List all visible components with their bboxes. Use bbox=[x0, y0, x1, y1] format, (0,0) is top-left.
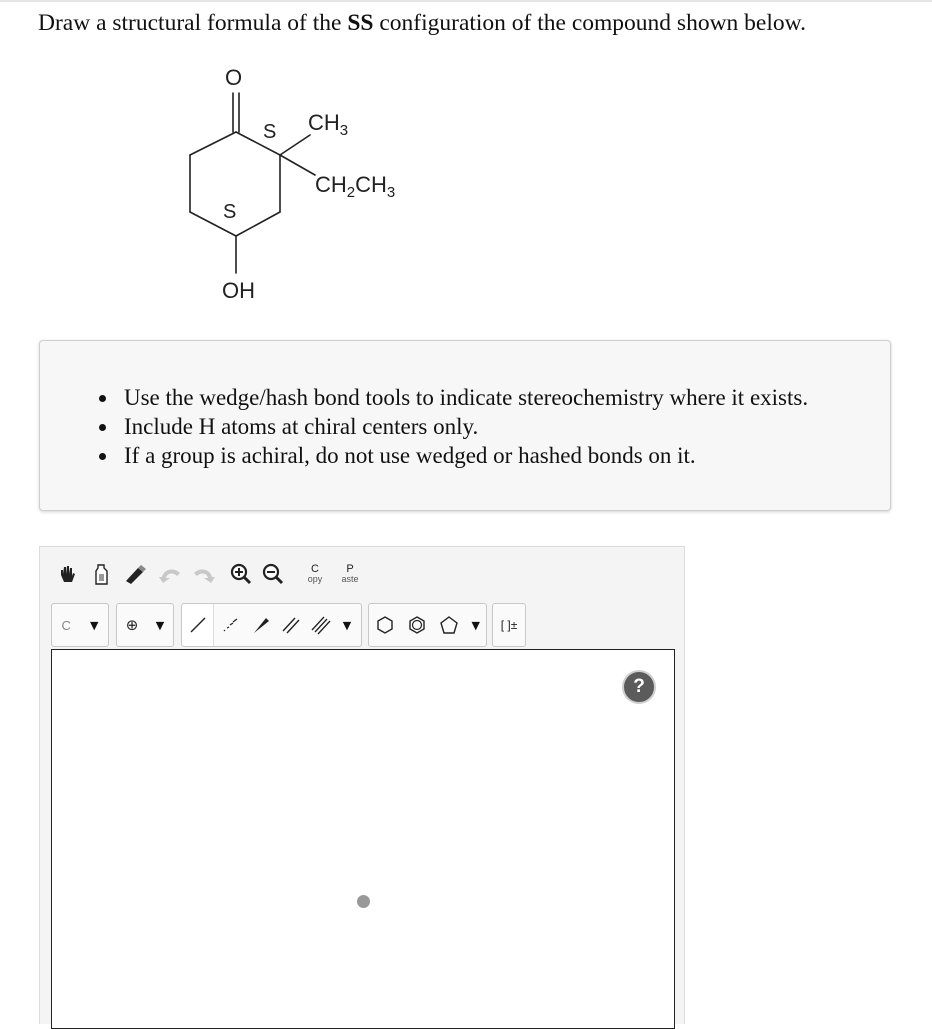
triple-bond-icon bbox=[311, 615, 331, 635]
copy-label-top: C bbox=[311, 563, 319, 575]
redo-button[interactable] bbox=[188, 557, 218, 591]
instruction-item bbox=[124, 412, 808, 441]
bracket-charge-label: [ ]± bbox=[500, 618, 518, 632]
methyl-bond bbox=[280, 135, 310, 155]
chevron-down-icon: ▼ bbox=[155, 618, 165, 632]
hash-bond-icon bbox=[220, 615, 240, 635]
cyclohexane-tool[interactable] bbox=[375, 615, 395, 635]
clear-tool-button[interactable] bbox=[86, 557, 116, 591]
instruction-text: Use the wedge/hash bond tools to indicate stereochemistry where it exists. bbox=[124, 385, 809, 410]
pan-tool-button[interactable] bbox=[52, 557, 82, 591]
ring-tool-group bbox=[368, 603, 487, 647]
zoom-out-button[interactable] bbox=[258, 557, 288, 591]
methyl-label: $CH_3$ bbox=[308, 110, 349, 139]
instruction-item bbox=[124, 383, 808, 412]
cyclopentane-tool[interactable] bbox=[439, 615, 459, 635]
chevron-down-icon: ▼ bbox=[342, 618, 352, 632]
cyclohexane-icon bbox=[375, 615, 395, 635]
instruction-item bbox=[124, 441, 808, 470]
redo-icon bbox=[190, 563, 216, 585]
stereo-label-ring: S bbox=[223, 201, 237, 223]
ethyl-label: $CH_2CH_3$ bbox=[315, 172, 396, 201]
undo-button[interactable] bbox=[156, 557, 186, 591]
charge-dropdown[interactable] bbox=[116, 603, 174, 647]
chevron-down-icon[interactable]: ▼ bbox=[471, 618, 480, 632]
instructions-list bbox=[124, 383, 808, 470]
triple-bond-tool[interactable] bbox=[306, 604, 336, 646]
double-bond-icon bbox=[281, 615, 301, 635]
wedge-bond-icon bbox=[251, 615, 271, 635]
zoom-in-icon bbox=[229, 562, 253, 586]
erase-tool-button[interactable] bbox=[120, 557, 150, 591]
cyclopentane-icon bbox=[439, 615, 459, 635]
instruction-text: If a group is achiral, do not use wedged or hashed bonds on it. bbox=[124, 443, 696, 468]
ring-bond-6 bbox=[190, 132, 236, 155]
question-prefix: Draw a structural formula of the bbox=[38, 10, 348, 36]
single-bond-tool[interactable] bbox=[182, 604, 214, 646]
instruction-text: Include H atoms at chiral centers only. bbox=[124, 414, 479, 439]
instructions-panel bbox=[39, 340, 891, 511]
bracket-charge-button[interactable] bbox=[492, 603, 526, 647]
question-text bbox=[38, 8, 806, 38]
ring-bond-3 bbox=[236, 212, 280, 236]
chevron-down-icon: ▼ bbox=[89, 618, 99, 632]
atom-select-value: C bbox=[61, 617, 71, 633]
wedge-bond-tool[interactable] bbox=[246, 604, 276, 646]
atom-select-dropdown[interactable] bbox=[51, 603, 109, 647]
hydroxyl-label: OH bbox=[222, 278, 255, 303]
benzene-icon bbox=[407, 615, 427, 635]
eraser-bottle-icon bbox=[90, 562, 112, 586]
eraser-icon bbox=[123, 563, 147, 585]
paste-label-bottom: aste bbox=[341, 574, 359, 584]
zoom-out-icon bbox=[261, 562, 285, 586]
undo-icon bbox=[158, 563, 184, 585]
hash-bond-tool[interactable] bbox=[214, 604, 246, 646]
help-icon: ? bbox=[633, 676, 645, 697]
drawing-canvas[interactable] bbox=[51, 649, 675, 1029]
zoom-in-button[interactable] bbox=[226, 557, 256, 591]
copy-button[interactable] bbox=[300, 557, 330, 591]
stereo-label-top: S bbox=[263, 121, 277, 143]
hand-icon bbox=[56, 563, 78, 585]
help-button[interactable] bbox=[622, 670, 656, 704]
charge-plus-icon: ⊕ bbox=[125, 616, 139, 634]
question-emphasis: SS bbox=[347, 10, 374, 36]
top-divider bbox=[0, 0, 932, 2]
paste-label-top: P bbox=[346, 563, 354, 575]
oxygen-label: O bbox=[225, 65, 243, 90]
copy-label-bottom: opy bbox=[307, 574, 323, 584]
ethyl-bond bbox=[280, 155, 315, 175]
benzene-tool[interactable] bbox=[407, 615, 427, 635]
paste-button[interactable] bbox=[335, 557, 365, 591]
bond-tool-group bbox=[181, 603, 362, 647]
molecule-figure bbox=[150, 55, 450, 315]
question-suffix: configuration of the compound shown below. bbox=[373, 10, 806, 36]
double-bond-tool[interactable] bbox=[276, 604, 306, 646]
bond-more-dropdown[interactable] bbox=[336, 604, 358, 646]
single-bond-icon bbox=[188, 615, 208, 635]
canvas-cursor-dot bbox=[357, 895, 370, 908]
